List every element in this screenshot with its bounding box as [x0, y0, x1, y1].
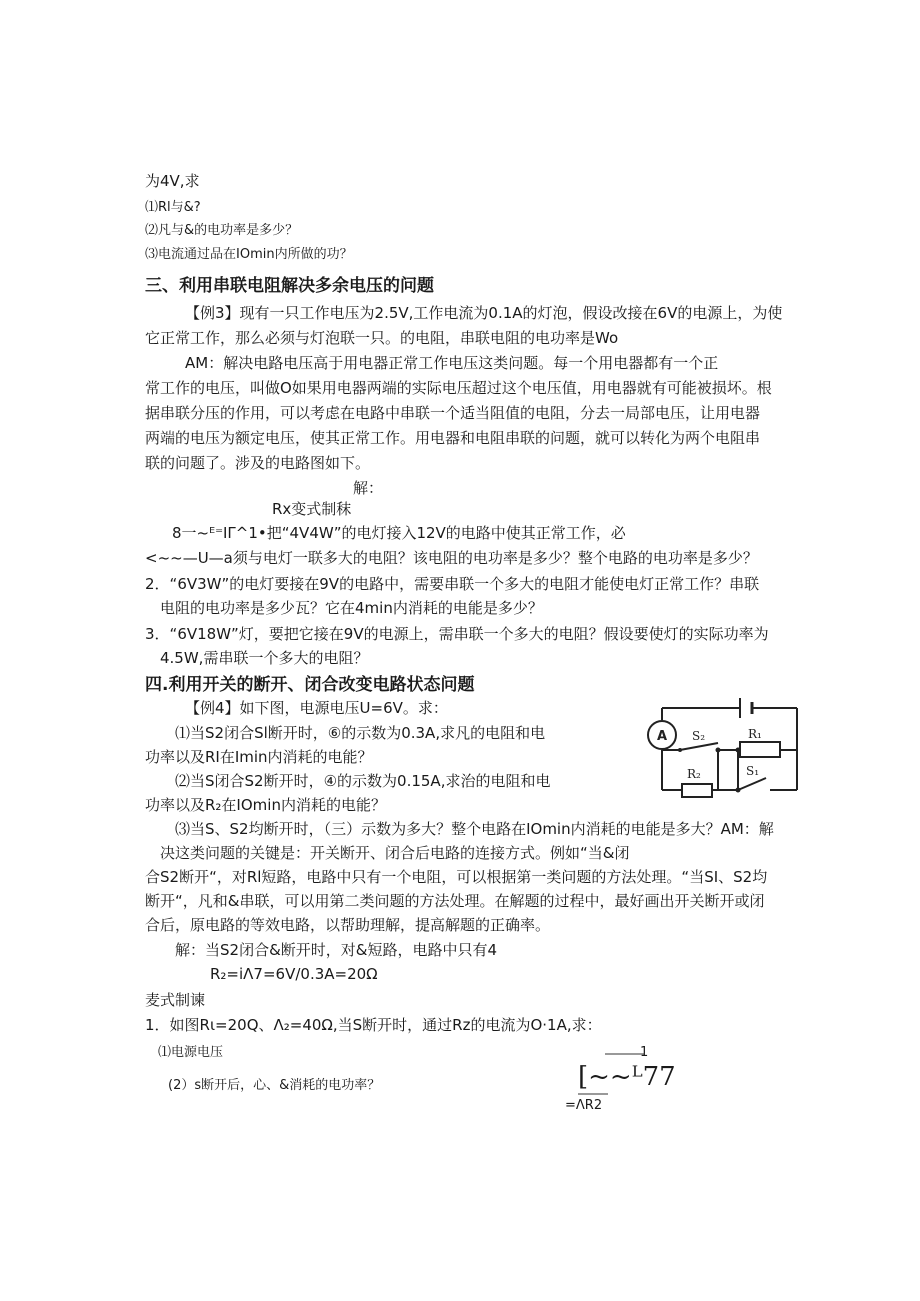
text-line-4: ⑶电流通过品在IOmin内所做的功？: [145, 247, 353, 262]
variant-question-1-a: ⑴电源电压: [158, 1045, 224, 1060]
ammeter-label: A: [656, 729, 668, 744]
question-1-line-1: 8一~ᴱ⁼IΓ^1•把“4V4W”的电灯接入12V的电路中使其正常工作，必: [172, 524, 626, 542]
analysis-line-2: 常工作的电压，叫做O如果用电器两端的实际电压超过这个电压值，用电器就有可能被损坏。根: [145, 379, 772, 397]
fragment-bottom-text: =ΛR2: [565, 1098, 603, 1113]
part-3-line-1: ⑶当S、S2均断开时，（三）示数为多大？整个电路在IOmin内消耗的电能是多大？AM：解: [175, 820, 774, 838]
fragment-top-mark: 1: [640, 1045, 649, 1060]
question-3-line-2: 4.5W,需串联一个多大的电阻？: [160, 649, 369, 667]
part-2-line-2: 功率以及R₂在IOmin内消耗的电能？: [145, 796, 386, 814]
part-3-line-2: 决这类问题的关键是：开关断开、闭合后电路的连接方式。例如“当&闭: [160, 844, 630, 862]
circuit-diagram: [640, 690, 805, 805]
resistor-r2-label: R₂: [687, 767, 701, 781]
example-3-line-2: 它正常工作，那么必须与灯泡联一只。的电阻，串联电阻的电功率是Wo: [145, 329, 619, 347]
analysis-line-5: 联的问题了。涉及的电路图如下。: [145, 454, 371, 472]
example-3-line-1: 【例3】现有一只工作电压为2.5V,工作电流为0.1A的灯泡，假设改接在6V的电源上，为使: [185, 304, 783, 322]
resistor-r2-icon: [682, 784, 712, 797]
text-line-1: 为4V,求: [145, 172, 200, 190]
section-4-heading: 四.利用开关的断开、闭合改变电路状态问题: [145, 675, 475, 695]
variant-title-3: Rx变式制秣: [272, 500, 352, 518]
question-3-line-1: 3．“6V18W”灯，要把它接在9V的电源上，需串联一个多大的电阻？假设要使灯的实际功率为: [145, 625, 769, 643]
part-3-line-5: 合后，原电路的等效电路，以帮助理解，提高解题的正确率。: [145, 916, 551, 934]
example-4: 【例4】如下图，电源电压U=6V。求：: [185, 699, 448, 717]
solution-line-1: 解：当S2闭合&断开时，对&短路，电路中只有4: [175, 941, 498, 959]
analysis-line-4: 两端的电压为额定电压，使其正常工作。用电器和电阻串联的问题，就可以转化为两个电阻串: [145, 429, 761, 447]
switch-s2-label: S₂: [692, 729, 706, 743]
part-2-line-1: ⑵当S闭合S2断开时，④的示数为0.15A,求治的电阻和电: [175, 772, 551, 790]
resistor-r1-label: R₁: [748, 727, 762, 741]
variant-question-1: 1．如图Rι=20Q、Λ₂=40Ω,当S断开时，通过Rz的电流为O·1A,求：: [145, 1016, 602, 1034]
section-3-heading: 三、利用串联电阻解决多余电压的问题: [145, 276, 434, 296]
analysis-line-1: AM：解决电路电压高于用电器正常工作电压这类问题。每一个用电器都有一个正: [185, 354, 719, 372]
text-line-2: ⑴Rl与&?: [145, 200, 201, 215]
part-3-line-4: 断开“，凡和&串联，可以用第二类问题的方法处理。在解题的过程中，最好画出开关断开或闭: [145, 892, 765, 910]
analysis-line-3: 据串联分压的作用，可以考虑在电路中串联一个适当阻值的电阻，分去一局部电压，让用电器: [145, 404, 761, 422]
question-2-line-1: 2．“6V3W”的电灯要接在9V的电路中，需要串联一个多大的电阻才能使电灯正常工作？串联: [145, 575, 760, 593]
variant-title-4: 麦式制谏: [145, 991, 206, 1009]
part-1-line-2: 功率以及RI在Imin内消耗的电能？: [145, 748, 373, 766]
question-2-line-2: 电阻的电功率是多少瓦？它在4min内消耗的电能是多少？: [160, 599, 543, 617]
resistor-r1-icon: [740, 742, 780, 757]
part-3-line-3: 合S2断开“，对Rl短路，电路中只有一个电阻，可以根据第一类问题的方法处理。“当SI、S2均: [145, 868, 768, 886]
switch-s1-label: S₁: [746, 764, 760, 778]
variant-question-1-b: (2）s断开后，心、&消耗的电功率？: [168, 1078, 381, 1093]
fragment-top-line: [605, 1052, 645, 1056]
text-line-3: ⑵凡与&的电功率是多少？: [145, 223, 299, 238]
question-1-line-2: <~~—U—a须与电灯一联多大的电阻？该电阻的电功率是多少？整个电路的电功率是多少？: [145, 549, 758, 567]
part-1-line-1: ⑴当S2闭合Sl断开时，⑥的示数为0.3A,求凡的电阻和电: [175, 724, 546, 742]
solve-label: 解：: [353, 479, 384, 497]
solution-line-2: R₂=iΛ7=6V/0.3A=20Ω: [210, 965, 378, 983]
fragment-bracket-text: [~~ᴸ77: [578, 1062, 676, 1092]
